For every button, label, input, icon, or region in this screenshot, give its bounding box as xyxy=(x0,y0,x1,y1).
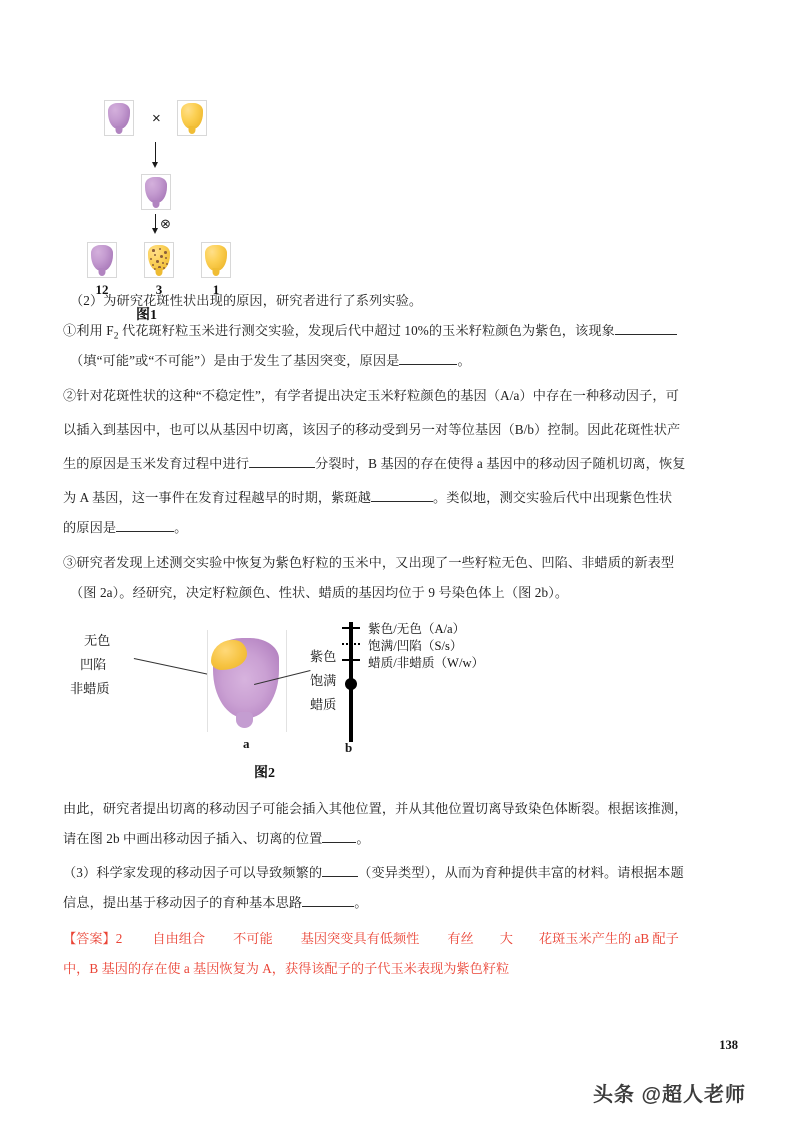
figure2-caption: 图2 xyxy=(254,766,275,781)
chromosome-tick-s xyxy=(342,643,360,645)
gene-label-shape: 饱满/凹陷（S/s） xyxy=(368,639,463,653)
figure1-f1-purple-kernel xyxy=(141,174,171,210)
answer-item-5: 大 xyxy=(499,931,513,946)
figure2-kernel-a xyxy=(207,630,287,732)
answer-blank-1 xyxy=(615,334,677,335)
figure1-caption: 图1 xyxy=(136,308,157,323)
item1-line1-text-b: 代花斑籽粒玉米进行测交实验，发现后代中超过 10%的玉米籽粒颜色为紫色，该现象 xyxy=(118,323,615,338)
arrow-to-f1 xyxy=(155,142,156,164)
answer-blank-2 xyxy=(399,364,457,365)
answer-line-2: 中，B 基因的存在使 a 基因恢复为 A，获得该配子的子代玉米表现为紫色籽粒 xyxy=(63,961,510,976)
chromosome-tick-a xyxy=(342,627,360,629)
item3-line1: ③研究者发现上述测交实验中恢复为紫色籽粒的玉米中，又出现了一些籽粒无色、凹陷、非蜡质的新表型 xyxy=(63,555,675,570)
figure1-ratio-spotted: 3 xyxy=(155,282,163,297)
answer-item-6: 花斑玉米产生的 aB 配子 xyxy=(538,931,679,946)
item2-line5-text-a: 的原因是 xyxy=(63,520,117,535)
item1-line2 xyxy=(70,346,471,376)
item2-line3-text-b: 分裂时，B 基因的存在使得 a 基因中的移动因子随机切离，恢复 xyxy=(315,456,686,471)
answer-blank-7 xyxy=(322,876,358,877)
f2-subscript: 2 xyxy=(113,331,119,342)
answer-item-4: 有丝 xyxy=(447,931,474,946)
figure1-offspring-purple-kernel xyxy=(87,242,117,278)
answer-blank-6 xyxy=(322,842,356,843)
question-3-line2-end: 。 xyxy=(354,895,368,910)
centromere xyxy=(345,678,357,690)
figure2-label-colorless: 无色 xyxy=(84,633,111,648)
figure2-label-purple: 紫色 xyxy=(310,649,337,664)
arrow-to-f1-head xyxy=(152,162,158,168)
answer-line-1 xyxy=(63,924,679,954)
question-3-line2-text: 信息，提出基于移动因子的育种基本思路 xyxy=(63,895,303,910)
question-2-intro: （2）为研究花斑性状出现的原因，研究者进行了系列实验。 xyxy=(70,293,423,308)
item1-line2-end: 。 xyxy=(457,353,471,368)
after-figure-line2-text: 请在图 2b 中画出移动因子插入、切离的位置 xyxy=(63,831,323,846)
question-3-text-b: （变异类型），从而为育种提供丰富的材料。请根据本题 xyxy=(358,865,684,880)
after-figure-line2 xyxy=(63,824,370,854)
after-figure-line1: 由此，研究者提出切离的移动因子可能会插入其他位置，并从其他位置切离导致染色体断裂。根据该推测， xyxy=(63,801,688,816)
gene-label-waxy: 蜡质/非蜡质（W/w） xyxy=(368,656,485,670)
item2-line3 xyxy=(63,449,686,479)
item2-line5-text-b: 。 xyxy=(174,520,188,535)
item2-line2: 以插入到基因中，也可以从基因中切离，该因子的移动受到另一对等位基因（B/b）控制。因此花斑性状产 xyxy=(63,422,681,437)
kernel-tip xyxy=(236,712,253,728)
item2-line4-text-a: 为 A 基因，这一事件在发育过程越早的时期，紫斑越 xyxy=(63,490,372,505)
figure1-ratio-yellow: 1 xyxy=(212,282,220,297)
answer-item-2: 不可能 xyxy=(233,931,273,946)
answer-blank-4 xyxy=(371,501,433,502)
item2-line4 xyxy=(63,483,672,513)
figure1-offspring-spotted-kernel xyxy=(144,242,174,278)
item1-line2-text: （填“可能”或“不可能”）是由于发生了基因突变，原因是 xyxy=(70,353,400,368)
figure1-offspring-yellow-kernel xyxy=(201,242,231,278)
watermark: 头条 @超人老师 xyxy=(592,1084,746,1106)
question-3-text-a: （3）科学家发现的移动因子可以导致频繁的 xyxy=(63,865,323,880)
self-cross-symbol: ⊗ xyxy=(160,216,171,231)
after-figure-line2-end: 。 xyxy=(356,831,370,846)
figure1-ratio-purple: 12 xyxy=(95,282,109,297)
cross-symbol: × xyxy=(152,110,161,127)
figure2-label-shrunken: 凹陷 xyxy=(80,657,107,672)
answer-item-3: 基因突变具有低频性 xyxy=(300,931,420,946)
chromosome-tick-w xyxy=(342,659,360,661)
figure2-panel-a-label: a xyxy=(243,736,250,751)
item2-line4-text-b: 。类似地，测交实验后代中出现紫色性状 xyxy=(433,490,673,505)
answer-blank-3 xyxy=(249,467,315,468)
figure2-label-plump: 饱满 xyxy=(310,673,337,688)
figure1-parent-purple-kernel xyxy=(104,100,134,136)
answer-blank-5 xyxy=(116,531,174,532)
answer-item-1: 自由组合 xyxy=(152,931,206,946)
gene-label-color: 紫色/无色（A/a） xyxy=(368,622,466,636)
figure2-leader-left xyxy=(134,658,218,677)
page-number: 138 xyxy=(719,1038,738,1052)
question-3-line2 xyxy=(63,888,367,918)
figure1-parent-yellow-kernel xyxy=(177,100,207,136)
figure2-label-nonwaxy: 非蜡质 xyxy=(70,681,110,696)
item3-line2: （图 2a）。经研究，决定籽粒颜色、性状、蜡质的基因均位于 9 号染色体上（图 2b）。 xyxy=(70,585,569,600)
figure2-panel-b-label: b xyxy=(345,740,353,755)
answer-label: 【答案】2 xyxy=(63,931,123,946)
question-3-line1 xyxy=(63,858,684,888)
item2-line5 xyxy=(63,513,187,543)
item2-line1: ②针对花斑性状的这种“不稳定性”，有学者提出决定玉米籽粒颜色的基因（A/a）中存在一种移动因子，可 xyxy=(63,388,679,403)
item1-line1-text-a: ①利用 F xyxy=(63,323,114,338)
figure2-label-waxy: 蜡质 xyxy=(310,697,337,712)
arrow-to-f2-head xyxy=(152,228,158,234)
answer-blank-8 xyxy=(302,906,354,907)
figure-2 xyxy=(62,612,542,782)
item2-line3-text-a: 生的原因是玉米发育过程中进行 xyxy=(63,456,250,471)
